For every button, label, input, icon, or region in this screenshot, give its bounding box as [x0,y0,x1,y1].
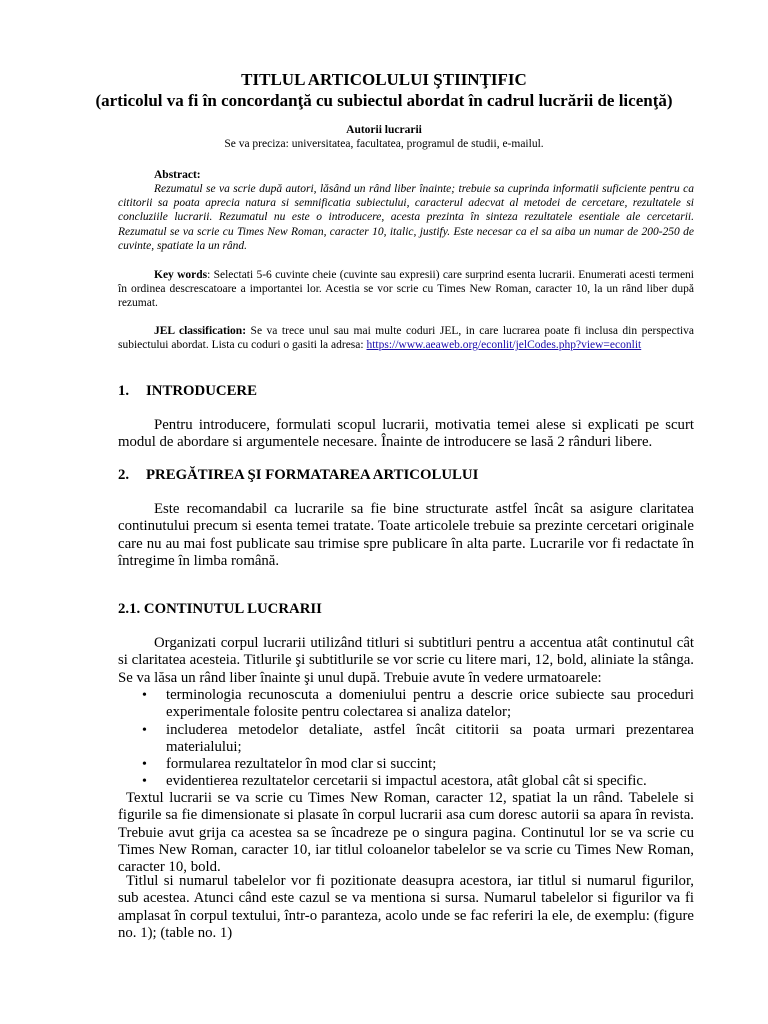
bullet-icon: • [142,688,147,703]
bullet-icon: • [142,774,147,790]
jel-paragraph [118,324,694,352]
list-item: • terminologia recunoscuta a domeniului pentru a descrie orice subiecte sau proceduri experimentale folosite pentru colectarea si analiza datelor; [142,687,694,721]
abstract-label: Abstract: [154,169,201,181]
keywords-label: Key words [154,269,208,281]
jel-text: Se va trece unul sau mai multe coduri JEL, in care lucrarea poate fi inclusa din perspectiva subiectului abordat. Lista cu coduri o gasiti la adresa: [118,325,694,352]
section-heading-introducere: 1. INTRODUCERE [118,383,257,399]
bullet-icon: • [142,757,147,773]
paragraph-tables-figures: Titlul si numarul tabelelor vor fi pozitionate deasupra acestora, iar titlul si numarul figurilor, sub acestea. Atunci când este cazul se va mentiona si sursa. Numarul tabelelor si figurilor va fi amplasat în corpul textului, într-o paranteza, acolo unde se fac referiri la ele, de exemplu: (figure no. 1); (table no. 1) [118,873,694,941]
paragraph-pregatirea: Este recomandabil ca lucrarile sa fie bine structurate astfel încât sa asigure claritatea continutului precum si esenta temei tratate. Toate articolele trebuie sa prezinte cercetari originale care nu au mai fost publicate sau trimise spre publicare în alta parte. Lucrarile vor fi redactate în întregime în limba română. [118,501,694,569]
requirements-list [138,687,694,791]
authors-details: Se va preciza: universitatea, facultatea, programul de studii, e-mailul. [224,138,544,150]
page-title: TITLUL ARTICOLULUI ŞTIINŢIFIC [241,70,527,89]
jel-label: JEL classification: [154,325,247,337]
jel-codes-link[interactable]: https://www.aeaweb.org/econlit/jelCodes.php?view=econlit [366,339,642,352]
paragraph-introducere: Pentru introducere, formulati scopul lucrarii, motivatia temei alese si explicati pe scurt modul de abordare si argumentele necesare. Înainte de introducere se lasă 2 rânduri libere. [118,417,694,451]
keywords-paragraph [118,268,694,311]
page-subtitle: (articolul va fi în concordanţă cu subiectul abordat în cadrul lucrării de licenţă) [95,91,673,110]
section-heading-pregatirea: 2. PREGĂTIREA ŞI FORMATAREA ARTICOLULUI [118,467,479,483]
keywords-text: : Selectati 5-6 cuvinte cheie (cuvinte sau expresii) care surprind esenta lucrarii. Enumerati acesti termeni în ordinea descrescatoare a importantei lor. Acestia se vor scrie cu Times New Roman, caracter 10, la un rând liber după rezumat. [118,269,694,310]
list-item: • evidentierea rezultatelor cercetarii si impactul acestora, atât global cât si specific. [142,773,647,790]
paragraph-continutul: Organizati corpul lucrarii utilizând titluri si subtitluri pentru a accentua atât continutul cât si claritatea acesteia. Titlurile şi subtitlurile se vor scrie cu litere mari, 12, bold, aliniate la stânga. Se va lăsa un rând liber înainte şi unul după. Trebuie avute în vedere urmatoarele: [118,635,694,686]
list-item: • formularea rezultatelor în mod clar si succint; [142,756,437,773]
abstract-text: Rezumatul se va scrie după autori, lăsând un rând liber înainte; trebuie sa cuprinda informatii suficiente pentru ca cititorii sa poata aprecia natura si semnificatia subiectului, caracterul adecvat al metodei de cercetare, rezultatele si concluziile lucrarii. Rezumatul nu este o introducere, acesta prezinta în sinteza rezultatele esentiale ale cercetarii. Rezumatul se va scrie cu Times New Roman, caracter 10, italic, justify. Este necesar ca el sa aiba un numar de 200-250 de cuvinte, spatiate la un rând. [118,183,694,252]
authors-heading: Autorii lucrarii [346,124,422,136]
section-heading-continutul: 2.1. CONTINUTUL LUCRARII [118,601,322,617]
paragraph-text-format: Textul lucrarii se va scrie cu Times New Roman, caracter 12, spatiat la un rând. Tabelele si figurile sa fie dimensionate si plasate în corpul lucrarii asa cum doresc autorii sa apara în revista. Trebuie avut grija ca acestea sa se încadreze pe o singura pagina. Continutul lor se va scrie cu Times New Roman, caracter 10, iar titlul coloanelor tabelelor se va scrie cu Times New Roman, caracter 10, bold. [118,790,694,876]
bullet-icon: • [142,722,147,738]
list-item: • includerea metodelor detaliate, astfel încât cititorii sa poata urmari prezentarea materialului; [142,721,694,755]
